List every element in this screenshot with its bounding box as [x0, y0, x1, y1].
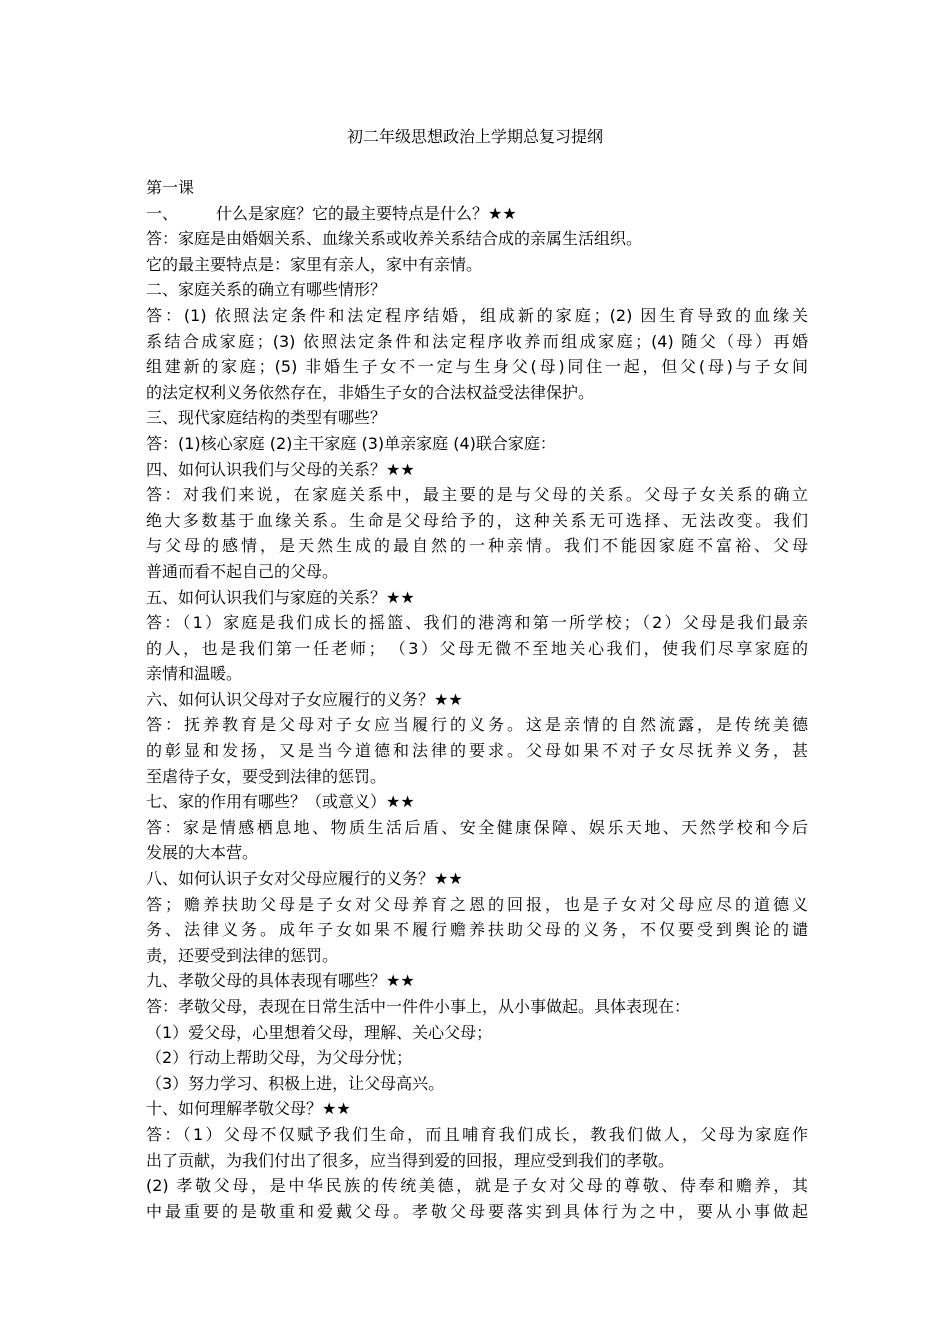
- answer-line: 的彰显和发扬，又是当今道德和法律的要求。父母如果不对子女尽抚养义务，甚: [146, 741, 808, 761]
- question-heading: 三、现代家庭结构的类型有哪些？: [146, 408, 387, 428]
- document-title: 初二年级思想政治上学期总复习提纲: [346, 127, 603, 146]
- answer-list-item: （3）努力学习、积极上进，让父母高兴。: [146, 1073, 445, 1093]
- answer-line: 绝大多数基于血缘关系。生命是父母给予的，这种关系无可选择、无法改变。我们: [146, 510, 808, 530]
- question-text: 什么是家庭？它的最主要特点是什么？★★: [216, 203, 517, 223]
- answer-line: 普通而看不起自己的父母。: [146, 561, 339, 581]
- answer-line: 亲情和温暖。: [146, 664, 243, 684]
- question-heading: 二、家庭关系的确立有哪些情形？: [146, 280, 387, 300]
- answer-line: 的人，也是我们第一任老师； （3）父母无微不至地关心我们，使我们尽享家庭的: [146, 638, 808, 658]
- question-heading: 十、如何理解孝敬父母？★★: [146, 1099, 351, 1119]
- answer-line: 答：抚养教育是父母对子女应当履行的义务。这是亲情的自然流露，是传统美德: [146, 715, 808, 735]
- answer-line: 答；赡养扶助父母是子女对父母养育之恩的回报，也是子女对父母应尽的道德义: [146, 894, 808, 914]
- answer-line: 答：孝敬父母，表现在日常生活中一件件小事上，从小事做起。具体表现在：: [146, 997, 691, 1016]
- answer-list-item: （2）行动上帮助父母，为父母分忧；: [146, 1048, 413, 1068]
- answer-line: 与父母的感情，是天然生成的最自然的一种亲情。我们不能因家庭不富裕、父母: [146, 536, 808, 556]
- question-heading: 四、如何认识我们与父母的关系？★★: [146, 459, 415, 479]
- answer-line: 答：对我们来说，在家庭关系中，最主要的是与父母的关系。父母子女关系的确立: [146, 485, 808, 505]
- lesson-heading: 第一课: [146, 178, 195, 197]
- question-heading: 九、孝敬父母的具体表现有哪些？★★: [146, 971, 415, 991]
- answer-line: (2) 孝敬父母，是中华民族的传统美德，就是子女对父母的尊敬、侍奉和赡养，其: [146, 1176, 808, 1196]
- answer-line: 答：（1）家庭是我们成长的摇篮、我们的港湾和第一所学校；（2）父母是我们最亲: [146, 613, 808, 633]
- answer-line: 至虐待子女，要受到法律的惩罚。: [146, 766, 387, 786]
- answer-line: 答：（1）父母不仅赋予我们生命，而且哺育我们成长，教我们做人，父母为家庭作: [146, 1124, 808, 1144]
- question-heading: 七、家的作用有哪些？（或意义）★★: [146, 792, 415, 812]
- question-number: 一、: [146, 203, 179, 223]
- answer-line: 组建新的家庭；(5) 非婚生子女不一定与生身父(母)同住一起，但父(母)与子女间: [146, 357, 808, 377]
- question-heading: [146, 201, 808, 227]
- answer-list-item: （1）爱父母，心里想着父母，理解、关心父母；: [146, 1022, 493, 1042]
- answer-line: 系结合成家庭；(3) 依照法定条件和法定程序收养而组成家庭；(4) 随父（母）再婚: [146, 331, 808, 351]
- answer-line: 答：(1) 依照法定条件和法定程序结婚，组成新的家庭；(2) 因生育导致的血缘关: [146, 305, 808, 325]
- answer-line: 答：(1)核心家庭 (2)主干家庭 (3)单亲家庭 (4)联合家庭：: [146, 433, 556, 453]
- answer-line: 答：家庭是由婚姻关系、血缘关系或收养关系结合成的亲属生活组织。: [146, 229, 643, 249]
- answer-line: 出了贡献，为我们付出了很多，应当得到爱的回报，理应受到我们的孝敬。: [146, 1150, 675, 1170]
- answer-line: 中最重要的是敬重和爱戴父母。孝敬父母要落实到具体行为之中，要从小事做起: [146, 1201, 808, 1221]
- answer-line: 发展的大本营。: [146, 843, 259, 863]
- question-heading: 五、如何认识我们与家庭的关系？★★: [146, 587, 415, 607]
- question-heading: 六、如何认识父母对子女应履行的义务？★★: [146, 689, 463, 709]
- answer-line: 的法定权利义务依然存在，非婚生子女的合法权益受法律保护。: [146, 382, 595, 402]
- document-body: [146, 175, 808, 1224]
- answer-line: 它的最主要特点是：家里有亲人，家中有亲情。: [146, 254, 483, 274]
- answer-line: 务、法律义务。成年子女如果不履行赡养扶助父母的义务，不仅要受到舆论的谴: [146, 920, 808, 940]
- answer-line: 责，还要受到法律的惩罚。: [146, 945, 339, 965]
- answer-line: 答：家是情感栖息地、物质生活后盾、安全健康保障、娱乐天地、天然学校和今后: [146, 817, 808, 837]
- question-heading: 八、如何认识子女对父母应履行的义务？★★: [146, 869, 463, 889]
